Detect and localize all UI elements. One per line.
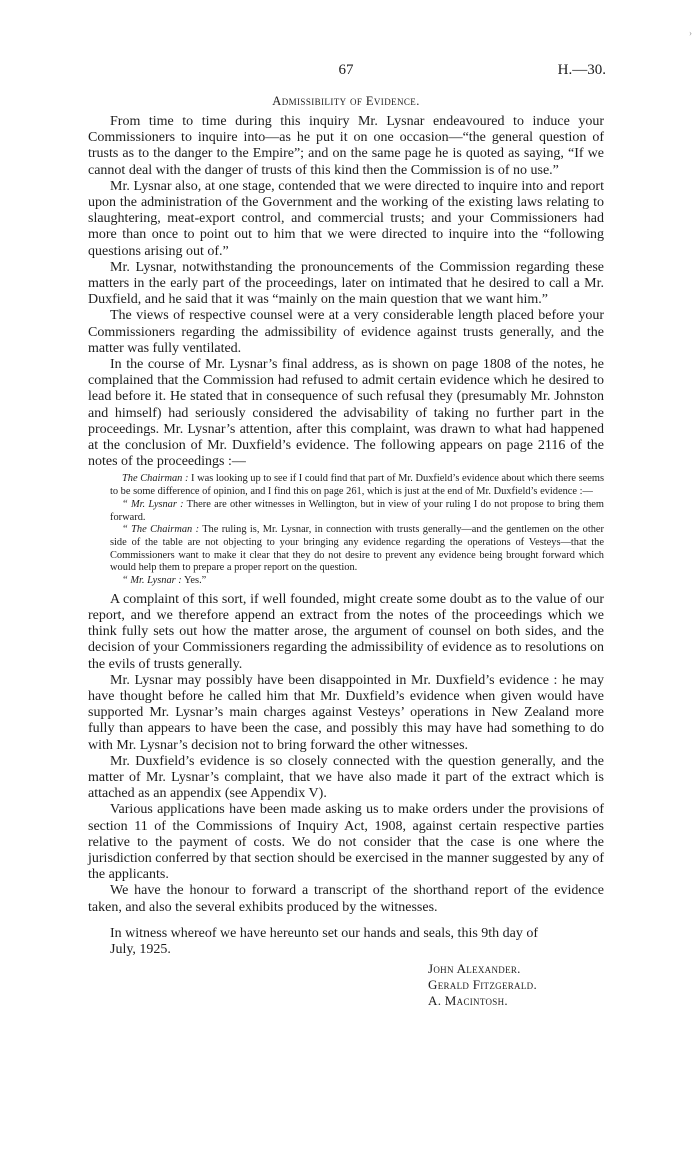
quote-text: I was looking up to see if I could find that part of Mr. Duxfield’s evidence about which there seems to be some difference of opinion, and I find this on page 261, which is just at the end of Mr. Duxfield’s evidence :— <box>110 473 604 498</box>
signatories <box>428 961 604 1009</box>
paragraph: Mr. Duxfield’s evidence is so closely connected with the question generally, and the matter of Mr. Lysnar’s complaint, that we have also made it part of the extract which is attached as an appendix (see Appendix V). <box>88 753 604 802</box>
quote-text: Yes.” <box>181 575 207 587</box>
signatory: Gerald Fitzgerald. <box>428 977 538 993</box>
page-number: 67 <box>338 62 354 78</box>
page-header <box>88 62 604 88</box>
witness-clause <box>88 926 604 959</box>
paragraph: Various applications have been made asking us to make orders under the provisions of section 11 of the Commissions of Inquiry Act, 1908, against certain respective parties relative to the payment of costs. We do not consider that the case is one where the jurisdiction conferred by that section should be exercised in the manner suggested by any of the applicants. <box>88 802 604 883</box>
quote-line <box>110 473 604 498</box>
paragraph: Mr. Lysnar also, at one stage, contended that we were directed to inquire into and report upon the administration of the Government and the working of the existing laws relating to slaughtering, meat-export control, and commercial trusts; and your Commissioners had more than once to point out to him that we were directed to inquire into the “following questions arising out of.” <box>88 178 604 259</box>
paragraph: From time to time during this inquiry Mr. Lysnar endeavoured to induce your Commissioners to inquire into—as he put it on one occasion—“the general question of trusts as to the danger to the Empire”; and on the same page he is quoted as saying, “If we cannot deal with the danger of trusts of this kind then the Commission is of no use.” <box>88 114 604 178</box>
paragraph: Mr. Lysnar, notwithstanding the pronouncements of the Commission regarding these matters in the early part of the proceedings, later on intimated that he desired to call a Mr. Duxfield, and he said that it was “mainly on the main question that we want him.” <box>88 259 604 308</box>
signatory: John Alexander. <box>428 961 521 977</box>
quote-speaker: “ Mr. Lysnar : <box>122 575 182 587</box>
witness-date: July, 1925. <box>110 942 171 958</box>
quoted-extract <box>110 473 604 587</box>
paragraph: In the course of Mr. Lysnar’s final address, as is shown on page 1808 of the notes, he complained that the Commission had refused to admit certain evidence which he desired to lead before it. He stated that in consequence of such refusal they (presumably Mr. Johnston and himself) had seriously considered the advisability of taking no further part in the proceedings. Mr. Lysnar’s attention, after this complaint, was drawn to what had happened at the conclusion of Mr. Duxfield’s evidence. The following appears on page 2116 of the notes of the proceedings :— <box>88 357 604 470</box>
paragraph: We have the honour to forward a transcript of the shorthand report of the evidence taken, and also the several exhibits produced by the witnesses. <box>88 883 604 915</box>
signatory: A. Macintosh. <box>428 993 508 1009</box>
witness-line: In witness whereof we have hereunto set our hands and seals, this 9th day of <box>110 925 539 941</box>
paragraph: Mr. Lysnar may possibly have been disappointed in Mr. Duxfield’s evidence : he may have thought before he called him that Mr. Duxfield’s evidence when given would have supported Mr. Lysnar’s main charges against Vesteys’ operations in New Zealand more fully than appears to have been the case, and possibly this may have had something to do with Mr. Lysnar’s decision not to bring forward the other witnesses. <box>88 672 604 753</box>
quote-speaker: The Chairman : <box>122 473 189 485</box>
quote-line <box>110 575 604 588</box>
paragraph: The views of respective counsel were at a very considerable length placed before your Commissioners regarding the admissibility of evidence against trusts generally, and the matter was fully ventilated. <box>88 308 604 356</box>
quote-text: There are other witnesses in Wellington, but in view of your ruling I do not propose to bring them forward. <box>110 498 604 523</box>
page-edge-mark: › <box>689 28 692 38</box>
document-page <box>88 62 604 1009</box>
document-reference: H.—30. <box>557 62 606 78</box>
quote-line <box>110 524 604 575</box>
paragraph: A complaint of this sort, if well founded, might create some doubt as to the value of our report, and we therefore append an extract from the notes of the proceedings which we think fully sets out how the matter arose, the argument of counsel on both sides, and the decision of your Commissioners regarding the admissibility of evidence as to resolutions on the evils of trusts generally. <box>88 591 604 672</box>
quote-speaker: “ Mr. Lysnar : <box>122 498 184 510</box>
section-title: Admissibility of Evidence. <box>272 94 420 108</box>
quote-speaker: “ The Chairman : <box>122 524 200 536</box>
quote-line <box>110 499 604 524</box>
quote-text: The ruling is, Mr. Lysnar, in connection with trusts generally—and the gentlemen on the other side of the table are not objecting to your bringing any evidence regarding the operations of Vesteys—that the Commissioners want to make it clear that they do not desire to prevent any evidence being brought forward which would help them to prepare a proper report on the question. <box>110 524 605 574</box>
